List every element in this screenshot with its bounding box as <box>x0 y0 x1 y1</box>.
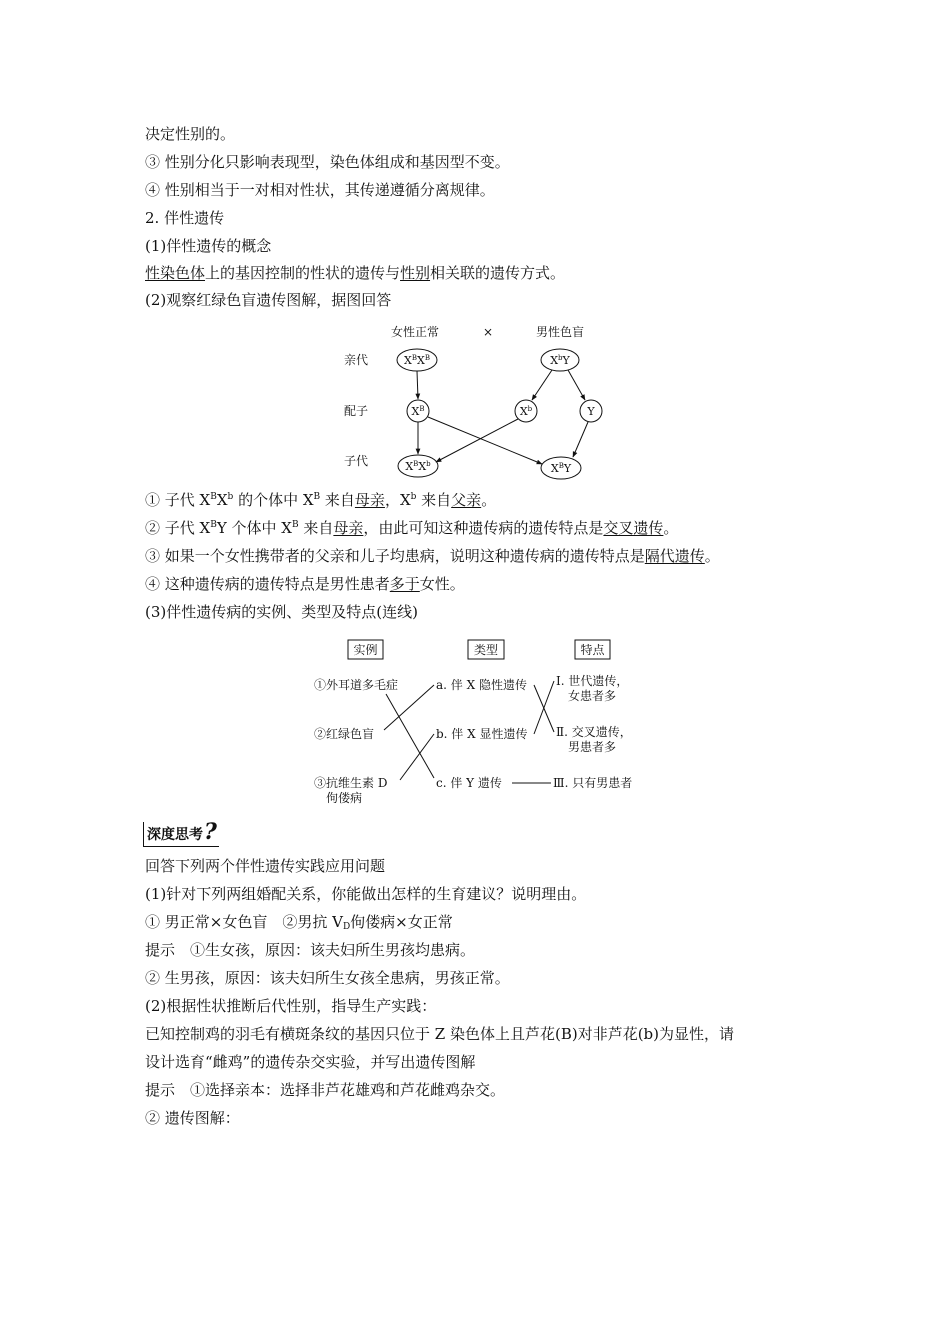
text-span: X <box>216 491 228 509</box>
text-span: 来自 <box>298 519 334 537</box>
text-span: 佝偻病×女正常 <box>350 913 453 931</box>
text-line <box>145 263 565 283</box>
generation-label-child: 子代 <box>344 454 369 468</box>
text-span: 的个体中 X <box>233 491 314 509</box>
question-4 <box>145 574 465 594</box>
superscript: B <box>210 492 217 502</box>
text-span: ③ 如果一个女性携带者的父亲和儿子均患病，说明这种遗传病的遗传特点是 <box>145 547 645 565</box>
answer-underlined: 母亲 <box>354 491 385 509</box>
text-line: ② 生男孩，原因：该夫妇所生女孩全患病，男孩正常。 <box>145 969 510 987</box>
text-span: ，由此可知这种遗传病的遗传特点是 <box>363 519 604 537</box>
cross-symbol: × <box>483 325 494 339</box>
text-span: ① 子代 X <box>145 491 211 509</box>
text-line: (2)根据性状推断后代性别，指导生产实践： <box>145 997 437 1015</box>
female-normal-label: 女性正常 <box>391 325 440 339</box>
answer-underlined: 性染色体 <box>145 264 206 282</box>
text-line: ② 遗传图解： <box>145 1109 240 1127</box>
text-span: Y 个体中 X <box>216 519 292 537</box>
feature-1a: Ⅰ. 世代遗传， <box>556 674 629 688</box>
father-genotype: $X^bY$ <box>550 354 570 367</box>
feature-3: Ⅲ. 只有男患者 <box>553 776 633 790</box>
text-line <box>145 912 453 932</box>
question-1 <box>145 490 496 510</box>
hint-line: 提示 ①生女孩，原因：该夫妇所生男孩均患病。 <box>145 941 476 959</box>
text-line: ④ 性别相当于一对相对性状，其传递遵循分离规律。 <box>145 181 495 199</box>
example-2: ②红绿色盲 <box>314 727 375 741</box>
answer-underlined: 隔代遗传 <box>644 547 705 565</box>
link-ex3-to-type-b <box>400 734 434 780</box>
mother-genotype: $X^BX^B$ <box>404 354 430 367</box>
arrow-father-to-xb <box>532 370 552 400</box>
feature-1b: 女患者多 <box>568 689 617 703</box>
subsection-heading: (3)伴性遗传病的实例、类型及特点(连线) <box>145 603 418 621</box>
text-line: 决定性别的。 <box>145 125 236 143</box>
text-span: ，X <box>384 491 411 509</box>
subsection-heading: (1)伴性遗传的概念 <box>145 237 272 255</box>
matching-diagram <box>300 632 660 812</box>
question-3 <box>145 546 720 566</box>
header-type: 类型 <box>473 643 499 657</box>
section-heading: 2. 伴性遗传 <box>145 209 225 227</box>
generation-label-parent: 亲代 <box>344 353 369 367</box>
male-colorblind-label: 男性色盲 <box>536 325 585 339</box>
text-line: 设计选育“雌鸡”的遗传杂交实验，并写出遗传图解 <box>145 1053 476 1071</box>
text-span: 来自 <box>320 491 355 509</box>
color-blind-pedigree-diagram <box>330 318 630 488</box>
type-b: b. 伴 X 显性遗传 <box>436 727 528 741</box>
gamete-xB: $X^B$ <box>411 405 425 418</box>
generation-label-gamete: 配子 <box>344 404 369 418</box>
text-span: 。 <box>481 491 497 509</box>
header-example: 实例 <box>353 643 378 657</box>
text-line: (1)针对下列两组婚配关系，你能做出怎样的生育建议？说明理由。 <box>145 885 587 903</box>
text-span: 相关联的遗传方式。 <box>430 264 566 282</box>
arrow-y-to-son <box>573 422 588 457</box>
answer-underlined: 交叉遗传 <box>603 519 664 537</box>
subsection-heading: (2)观察红绿色盲遗传图解，据图回答 <box>145 291 392 309</box>
answer-underlined: 性别 <box>400 264 431 282</box>
superscript: B <box>210 520 217 530</box>
example-3a: ③抗维生素 D <box>314 776 388 790</box>
type-a: a. 伴 X 隐性遗传 <box>436 678 527 692</box>
text-span: 女性。 <box>419 575 465 593</box>
example-1: ①外耳道多毛症 <box>314 678 399 692</box>
daughter-genotype: $X^BX^b$ <box>405 460 431 473</box>
example-3b: 佝偻病 <box>326 791 363 805</box>
text-span: 。 <box>663 519 679 537</box>
superscript: b <box>410 492 417 502</box>
superscript: B <box>313 492 321 502</box>
son-genotype: $X^BY$ <box>550 462 572 475</box>
question-2 <box>145 518 678 538</box>
subscript: D <box>342 922 351 932</box>
text-span: 。 <box>704 547 720 565</box>
text-line: 回答下列两个伴性遗传实践应用问题 <box>145 857 386 875</box>
header-feature: 特点 <box>580 643 605 657</box>
superscript: b <box>227 492 234 502</box>
question-mark-icon: ? <box>204 819 217 845</box>
text-span: ② 子代 X <box>145 519 211 537</box>
deep-thinking-label <box>143 819 219 847</box>
text-span: 上的基因控制的性状的遗传与 <box>205 264 401 282</box>
type-c: c. 伴 Y 遗传 <box>436 776 502 790</box>
gamete-xb: $X^b$ <box>519 405 533 418</box>
text-span: ① 男正常×女色盲 ②男抗 V <box>145 913 343 931</box>
deep-thinking-text: 深度思考 <box>147 827 203 843</box>
text-line: ③ 性别分化只影响表现型，染色体组成和基因型不变。 <box>145 153 510 171</box>
text-span: 来自 <box>416 491 452 509</box>
feature-2a: Ⅱ. 交叉遗传， <box>556 725 632 739</box>
answer-underlined: 父亲 <box>451 491 482 509</box>
superscript: B <box>291 520 299 530</box>
arrow-mother-to-gamete <box>417 371 418 399</box>
hint-line: 提示 ①选择亲本：选择非芦花雄鸡和芦花雌鸡杂交。 <box>145 1081 506 1099</box>
text-line: 已知控制鸡的羽毛有横斑条纹的基因只位于 Z 染色体上且芦花(B)对非芦花(b)为显性，请 <box>145 1025 734 1043</box>
text-span: ④ 这种遗传病的遗传特点是男性患者 <box>145 575 390 593</box>
answer-underlined: 母亲 <box>333 519 364 537</box>
feature-2b: 男患者多 <box>568 740 617 754</box>
answer-underlined: 多于 <box>389 575 420 593</box>
arrow-father-to-y <box>568 370 585 400</box>
gamete-y: Y <box>587 405 595 418</box>
